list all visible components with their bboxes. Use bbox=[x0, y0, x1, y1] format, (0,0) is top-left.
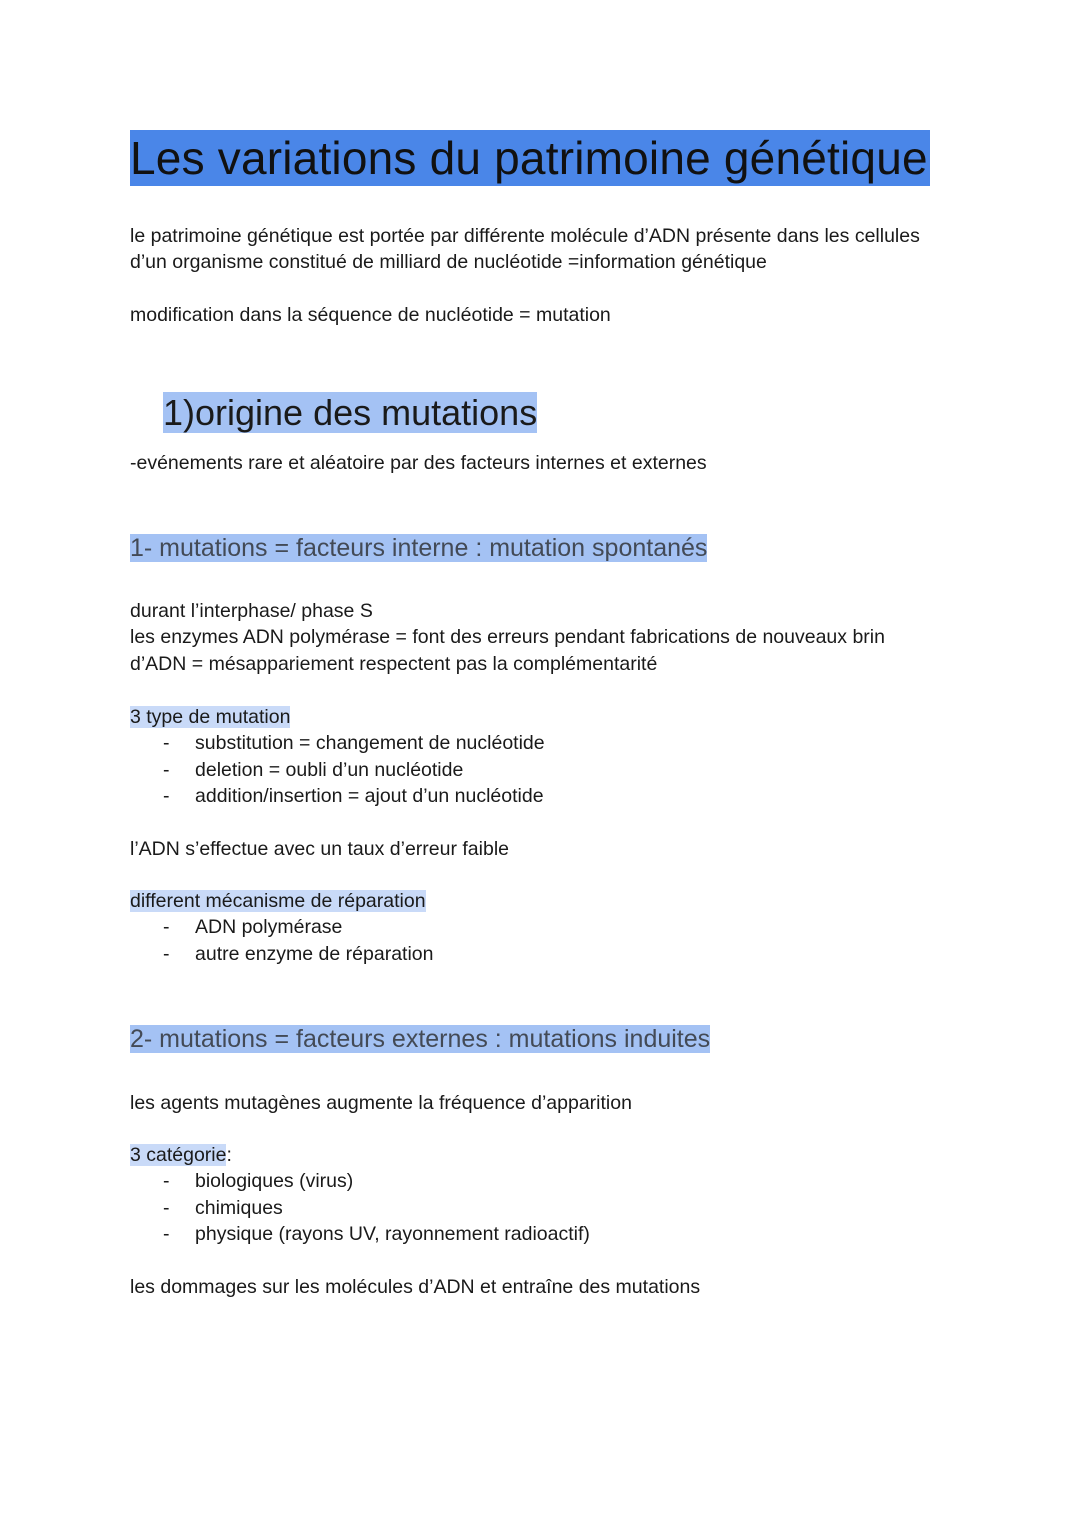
section-intro-text: -evénements rare et aléatoire par des facteurs internes et externes bbox=[130, 452, 707, 474]
dash-bullet: - bbox=[163, 1196, 170, 1219]
subheading-internal bbox=[130, 533, 707, 563]
dash-bullet: - bbox=[163, 942, 170, 965]
conclusion-text: les dommages sur les molécules d’ADN et entraîne des mutations bbox=[130, 1276, 701, 1298]
dash-bullet: - bbox=[163, 1223, 170, 1245]
categories-label bbox=[130, 1142, 232, 1169]
dash-bullet: - bbox=[163, 916, 170, 938]
dash-bullet: - bbox=[163, 785, 170, 807]
mutation-types-label-text: 3 type de mutation bbox=[130, 706, 291, 728]
mutation-definition: modification dans la séquence de nucléotide = mutation bbox=[130, 304, 611, 326]
subheading-internal-text: 1- mutations = facteurs interne : mutation spontanés bbox=[130, 534, 708, 562]
list-item: - addition/insertion = ajout d’un nucléotide bbox=[130, 783, 545, 810]
dash-bullet: - bbox=[163, 758, 170, 781]
mutation-types-label bbox=[130, 704, 290, 731]
list-item: - ADN polymérase bbox=[130, 914, 433, 941]
internal-line-1: durant l’interphase/ phase S bbox=[130, 600, 373, 622]
list-item: - biologiques (virus) bbox=[130, 1168, 590, 1195]
repair-list bbox=[130, 914, 433, 967]
mutation-types-list bbox=[130, 730, 545, 810]
subheading-external bbox=[130, 1024, 710, 1054]
intro-line-2: d’un organisme constitué de milliard de nucléotide =information génétique bbox=[130, 251, 767, 273]
dash-bullet: - bbox=[163, 732, 170, 754]
subheading-external-text: 2- mutations = facteurs externes : mutations induites bbox=[130, 1025, 711, 1053]
list-item: - chimiques bbox=[130, 1195, 590, 1222]
intro-line-1: le patrimoine génétique est portée par différente molécule d’ADN présente dans les cellules bbox=[130, 225, 920, 247]
section-heading-origine bbox=[163, 392, 537, 434]
list-item: - deletion = oubli d’un nucléotide bbox=[130, 757, 545, 784]
categories-list bbox=[130, 1168, 590, 1248]
categories-label-text: 3 catégorie bbox=[130, 1144, 227, 1166]
page-title: Les variations du patrimoine génétique bbox=[130, 132, 928, 184]
repair-label bbox=[130, 888, 426, 915]
mutagens-text: les agents mutagènes augmente la fréquence d’apparition bbox=[130, 1092, 632, 1114]
list-item: - autre enzyme de réparation bbox=[130, 941, 433, 968]
internal-line-2: les enzymes ADN polymérase = font des erreurs pendant fabrications de nouveaux brin bbox=[130, 626, 885, 648]
repair-label-text: different mécanisme de réparation bbox=[130, 890, 426, 912]
list-item: - substitution = changement de nucléotide bbox=[130, 730, 545, 757]
categories-colon: : bbox=[226, 1144, 232, 1166]
error-rate-text: l’ADN s’effectue avec un taux d’erreur faible bbox=[130, 838, 510, 860]
list-item: - physique (rayons UV, rayonnement radioactif) bbox=[130, 1221, 590, 1248]
dash-bullet: - bbox=[163, 1170, 170, 1192]
title-block bbox=[130, 130, 930, 186]
section-heading-text: 1)origine des mutations bbox=[163, 392, 538, 433]
internal-line-3: d’ADN = mésappariement respectent pas la complémentarité bbox=[130, 653, 658, 675]
